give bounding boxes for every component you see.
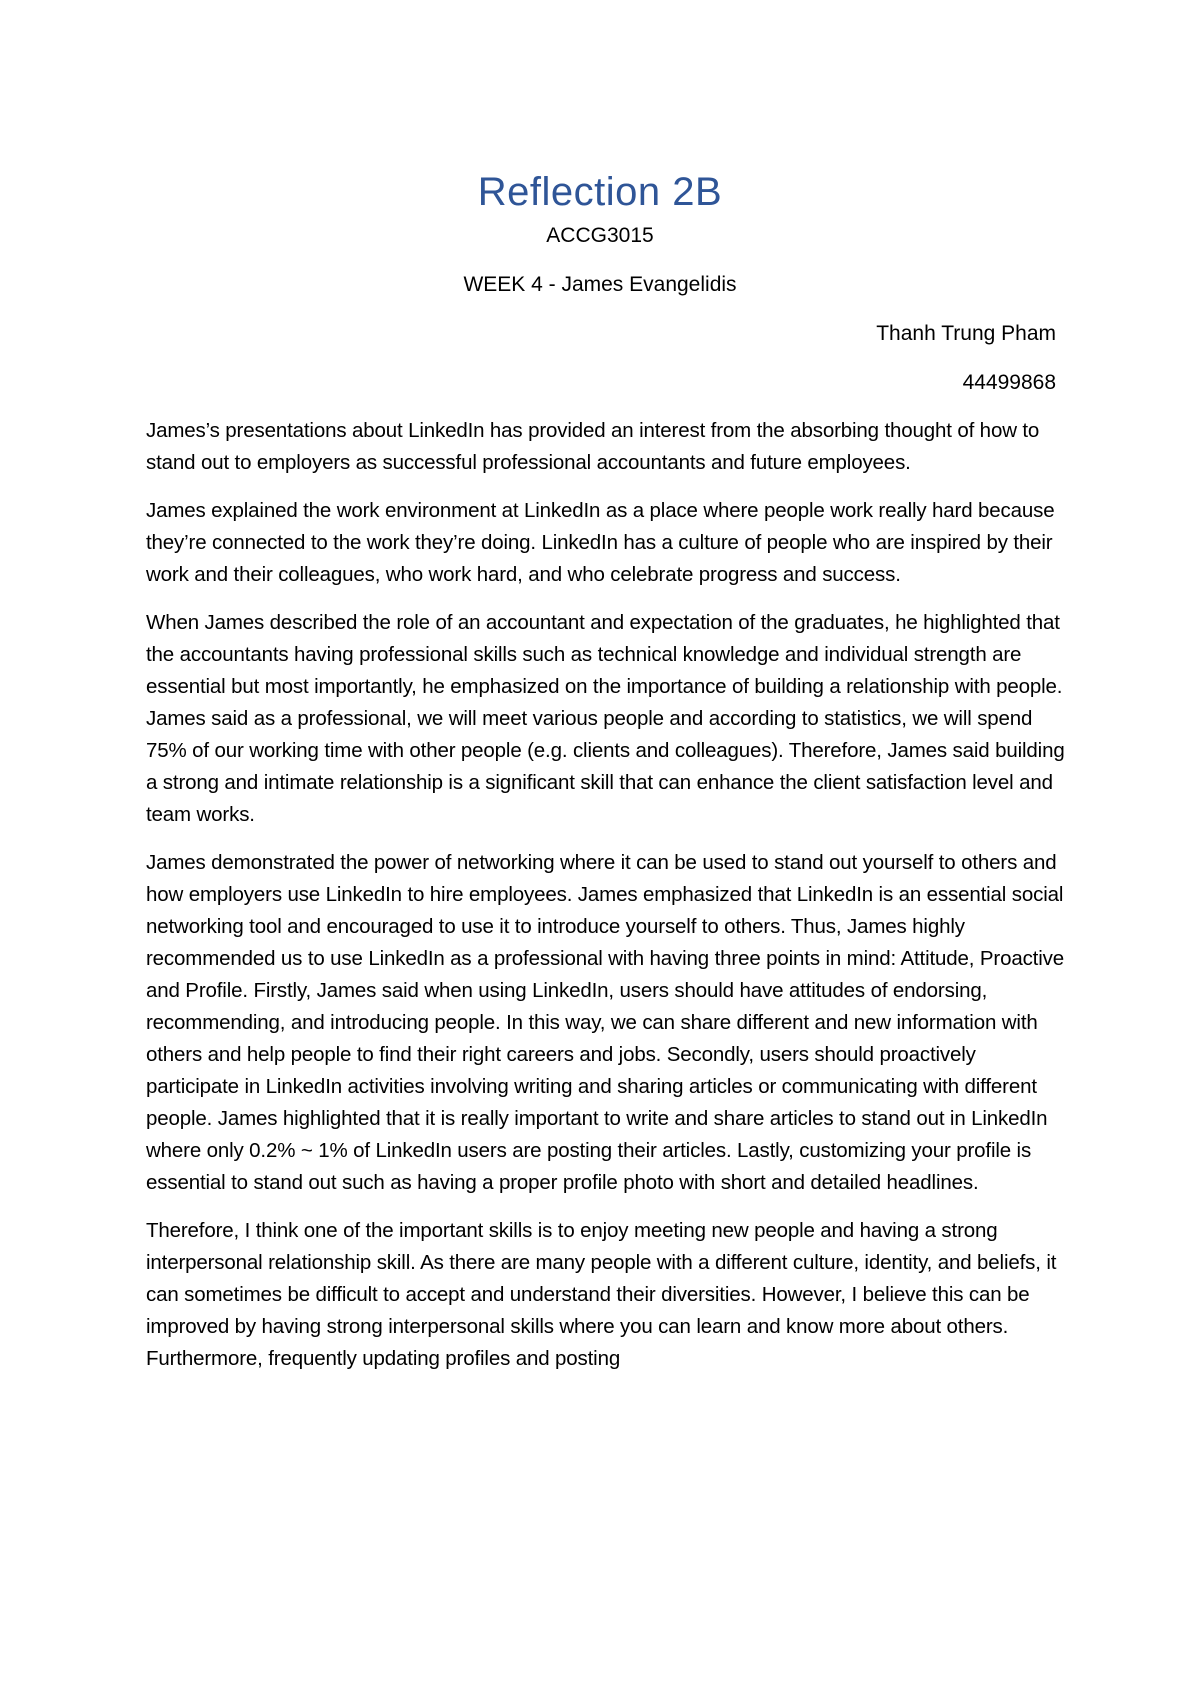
author-name: Thanh Trung Pham <box>876 322 1056 345</box>
course-code: ACCG3015 <box>546 224 654 247</box>
document-body <box>146 415 1066 1391</box>
paragraph-intro: James’s presentations about LinkedIn has provided an interest from the absorbing thought of how to stand out to employers as successful professional accountants and future employees. <box>146 419 1040 474</box>
week-heading: WEEK 4 - James Evangelidis <box>463 273 737 296</box>
student-id: 44499868 <box>962 371 1056 394</box>
paragraph-networking: James demonstrated the power of networking where it can be used to stand out yourself to others and how employers use LinkedIn to hire employees. James emphasized that LinkedIn is an essential social networking tool and encouraged to use it to introduce yourself to others. Thus, James highly recommended us to use LinkedIn as a professional with having three points in mind: Attitude, Proactive and Profile. Firstly, James said when using LinkedIn, users should have attitudes of endorsing, recommending, and introducing people. In this way, we can share different and new information with others and help people to find their right careers and jobs. Secondly, users should proactively participate in LinkedIn activities involving writing and sharing articles or communicating with different people. James highlighted that it is really important to write and share articles to stand out in LinkedIn where only 0.2% ~ 1% of LinkedIn users are posting their articles. Lastly, customizing your profile is essential to stand out such as having a proper profile photo with short and detailed headlines. <box>146 851 1064 1194</box>
document-title: Reflection 2B <box>477 170 723 214</box>
paragraph-work-environment: James explained the work environment at LinkedIn as a place where people work really hard because they’re connected to the work they’re doing. LinkedIn has a culture of people who are inspired by their work and their colleagues, who work hard, and who celebrate progress and success. <box>146 499 1055 586</box>
paragraph-reflection: Therefore, I think one of the important skills is to enjoy meeting new people and having a strong interpersonal relationship skill. As there are many people with a different culture, identity, and beliefs, it can sometimes be difficult to accept and understand their diversities. However, I believe this can be improved by having strong interpersonal skills where you can learn and know more about others. Furthermore, frequently updating profiles and posting <box>146 1219 1057 1370</box>
paragraph-accountant-role: When James described the role of an accountant and expectation of the graduates, he highlighted that the accountants having professional skills such as technical knowledge and individual strength are essential but most importantly, he emphasized on the importance of building a relationship with people. James said as a professional, we will meet various people and according to statistics, we will spend 75% of our working time with other people (e.g. clients and colleagues). Therefore, James said building a strong and intimate relationship is a significant skill that can enhance the client satisfaction level and team works. <box>146 611 1065 826</box>
